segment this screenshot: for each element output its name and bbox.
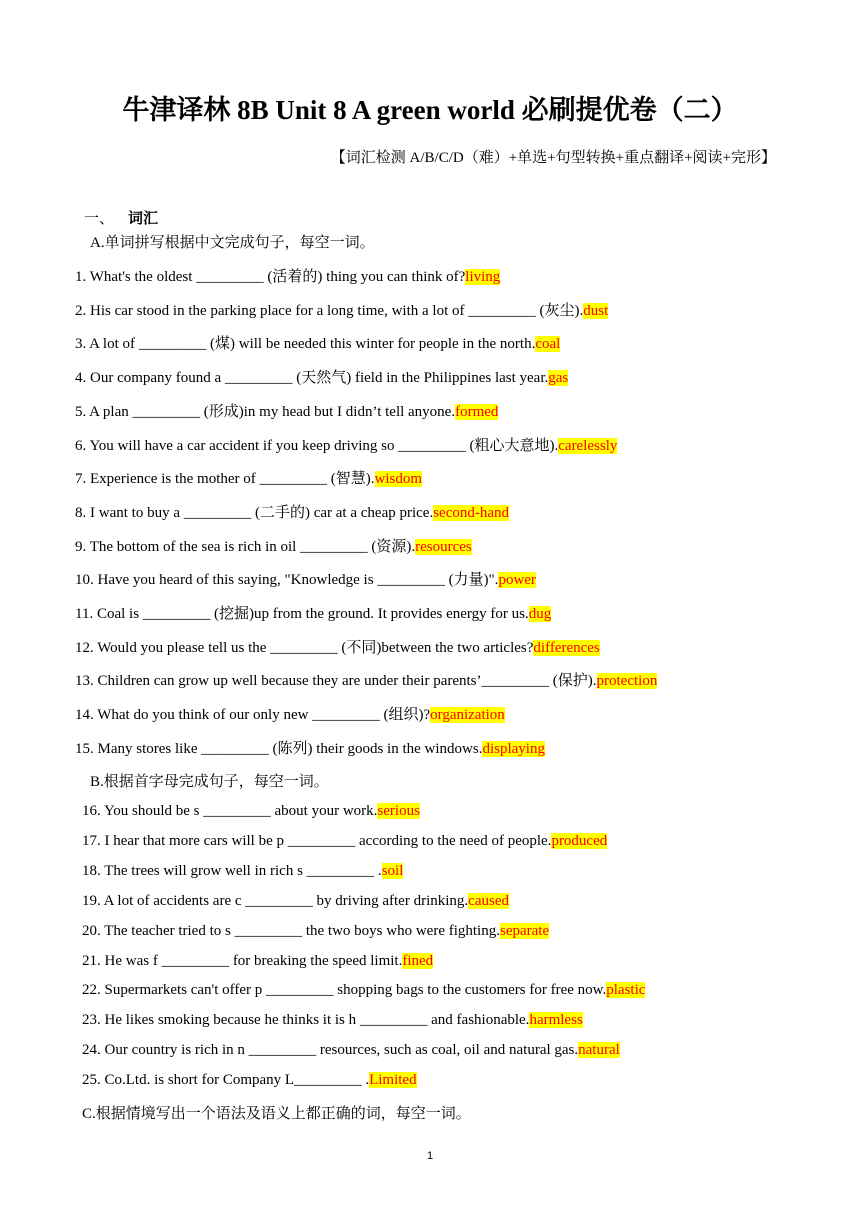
answer-highlight: dug xyxy=(528,606,552,622)
answer-highlight: living xyxy=(465,269,501,285)
question-item xyxy=(75,434,617,455)
question-item xyxy=(82,1072,417,1089)
part-b-instruction: B.根据首字母完成句子，每空一词。 xyxy=(90,774,329,790)
answer-highlight: organization xyxy=(430,707,505,724)
question-text: 10. Have you heard of this saying, "Knowledge is _________ (力量)". xyxy=(75,572,499,589)
question-item xyxy=(82,893,509,910)
page-number: 1 xyxy=(426,1150,434,1162)
answer-highlight: caused xyxy=(468,892,509,909)
question-item xyxy=(82,982,645,999)
part-a-instruction: A.单词拼写根据中文完成句子，每空一词。 xyxy=(90,235,375,251)
answer-highlight: protection xyxy=(596,673,658,690)
question-text: 3. A lot of _________ (煤) will be needed this winter for people in the north. xyxy=(75,336,536,353)
answer-highlight: fined xyxy=(402,952,434,969)
question-item xyxy=(75,535,472,556)
question-item xyxy=(82,1012,583,1029)
answer-highlight: produced xyxy=(551,832,608,849)
question-item xyxy=(75,669,657,690)
question-item xyxy=(82,833,607,850)
answer-highlight: power xyxy=(498,572,536,589)
question-item xyxy=(75,299,608,320)
question-text: 22. Supermarkets can't offer p _________ shopping bags to the customers for free now. xyxy=(82,982,607,999)
part-c-instruction: C.根据情境写出一个语法及语义上都正确的词，每空一词。 xyxy=(82,1106,471,1122)
question-item xyxy=(82,863,403,880)
question-text: 8. I want to buy a _________ (二手的) car at a cheap price. xyxy=(75,504,434,521)
question-text: 6. You will have a car accident if you keep driving so _________ (粗心大意地). xyxy=(75,437,559,454)
question-text: 16. You should be s _________ about your work. xyxy=(82,803,378,819)
answer-highlight: gas xyxy=(548,370,569,387)
question-text: 15. Many stores like _________ (陈列) their goods in the windows. xyxy=(75,740,483,757)
answer-highlight: resources xyxy=(415,538,472,555)
question-text: 2. His car stood in the parking place for a long time, with a lot of _________ (灰尘). xyxy=(75,302,584,319)
question-item xyxy=(75,568,536,589)
section-number: 一、 xyxy=(84,211,115,227)
question-text: 14. What do you think of our only new _________ (组织)? xyxy=(75,707,431,724)
section-title: 词汇 xyxy=(128,211,159,227)
question-item xyxy=(75,501,509,522)
question-item xyxy=(75,467,422,488)
page-title: 牛津译林 8B Unit 8 A green world 必刷提优卷（二） xyxy=(122,95,738,125)
question-text: 25. Co.Ltd. is short for Company L_________ . xyxy=(82,1072,370,1089)
question-text: 24. Our country is rich in n _________ resources, such as coal, oil and natural gas. xyxy=(82,1042,579,1059)
answer-highlight: natural xyxy=(578,1042,620,1059)
page-subtitle: 【词汇检测 A/B/C/D（难）+单选+句型转换+重点翻译+阅读+完形】 xyxy=(330,150,776,166)
question-text: 13. Children can grow up well because they are under their parents’_________ (保护). xyxy=(75,673,597,690)
question-text: 11. Coal is _________ (挖掘)up from the ground. It provides energy for us. xyxy=(75,606,529,622)
question-item xyxy=(75,602,551,623)
question-text: 12. Would you please tell us the _________ (不同)between the two articles? xyxy=(75,639,534,656)
question-item xyxy=(75,332,560,353)
answer-highlight: second-hand xyxy=(433,504,510,521)
answer-highlight: differences xyxy=(533,639,600,656)
answer-highlight: soil xyxy=(381,862,404,879)
question-item xyxy=(82,923,549,940)
question-text: 1. What's the oldest _________ (活着的) thing you can think of? xyxy=(75,269,466,285)
answer-highlight: Limited xyxy=(369,1072,417,1089)
question-item xyxy=(82,1042,620,1059)
answer-highlight: separate xyxy=(499,922,550,939)
question-text: 19. A lot of accidents are c _________ by driving after drinking. xyxy=(82,892,469,909)
section-heading xyxy=(84,207,158,228)
question-item xyxy=(75,737,545,758)
question-text: 20. The teacher tried to s _________ the two boys who were fighting. xyxy=(82,922,500,939)
question-item xyxy=(75,703,505,724)
question-item xyxy=(75,636,600,657)
question-text: 21. He was f _________ for breaking the speed limit. xyxy=(82,952,403,969)
question-text: 18. The trees will grow well in rich s _________ . xyxy=(82,862,382,879)
question-text: 17. I hear that more cars will be p _________ according to the need of people. xyxy=(82,832,552,849)
answer-highlight: displaying xyxy=(482,740,545,757)
question-text: 23. He likes smoking because he thinks it is h _________ and fashionable. xyxy=(82,1012,530,1029)
question-text: 5. A plan _________ (形成)in my head but I didn’t tell anyone. xyxy=(75,403,456,420)
answer-highlight: carelessly xyxy=(558,437,618,454)
answer-highlight: formed xyxy=(455,403,499,420)
answer-highlight: wisdom xyxy=(374,471,423,488)
question-text: 7. Experience is the mother of _________ (智慧). xyxy=(75,471,375,488)
answer-highlight: serious xyxy=(377,803,420,819)
question-text: 4. Our company found a _________ (天然气) field in the Philippines last year. xyxy=(75,370,549,387)
question-item xyxy=(82,803,420,820)
question-item xyxy=(75,265,500,286)
answer-highlight: harmless xyxy=(529,1012,583,1029)
question-text: 9. The bottom of the sea is rich in oil _________ (资源). xyxy=(75,538,416,555)
answer-highlight: dust xyxy=(583,302,609,319)
question-item xyxy=(82,953,433,970)
question-item xyxy=(75,400,498,421)
answer-highlight: coal xyxy=(535,336,561,353)
answer-highlight: plastic xyxy=(606,982,646,999)
question-item xyxy=(75,366,568,387)
